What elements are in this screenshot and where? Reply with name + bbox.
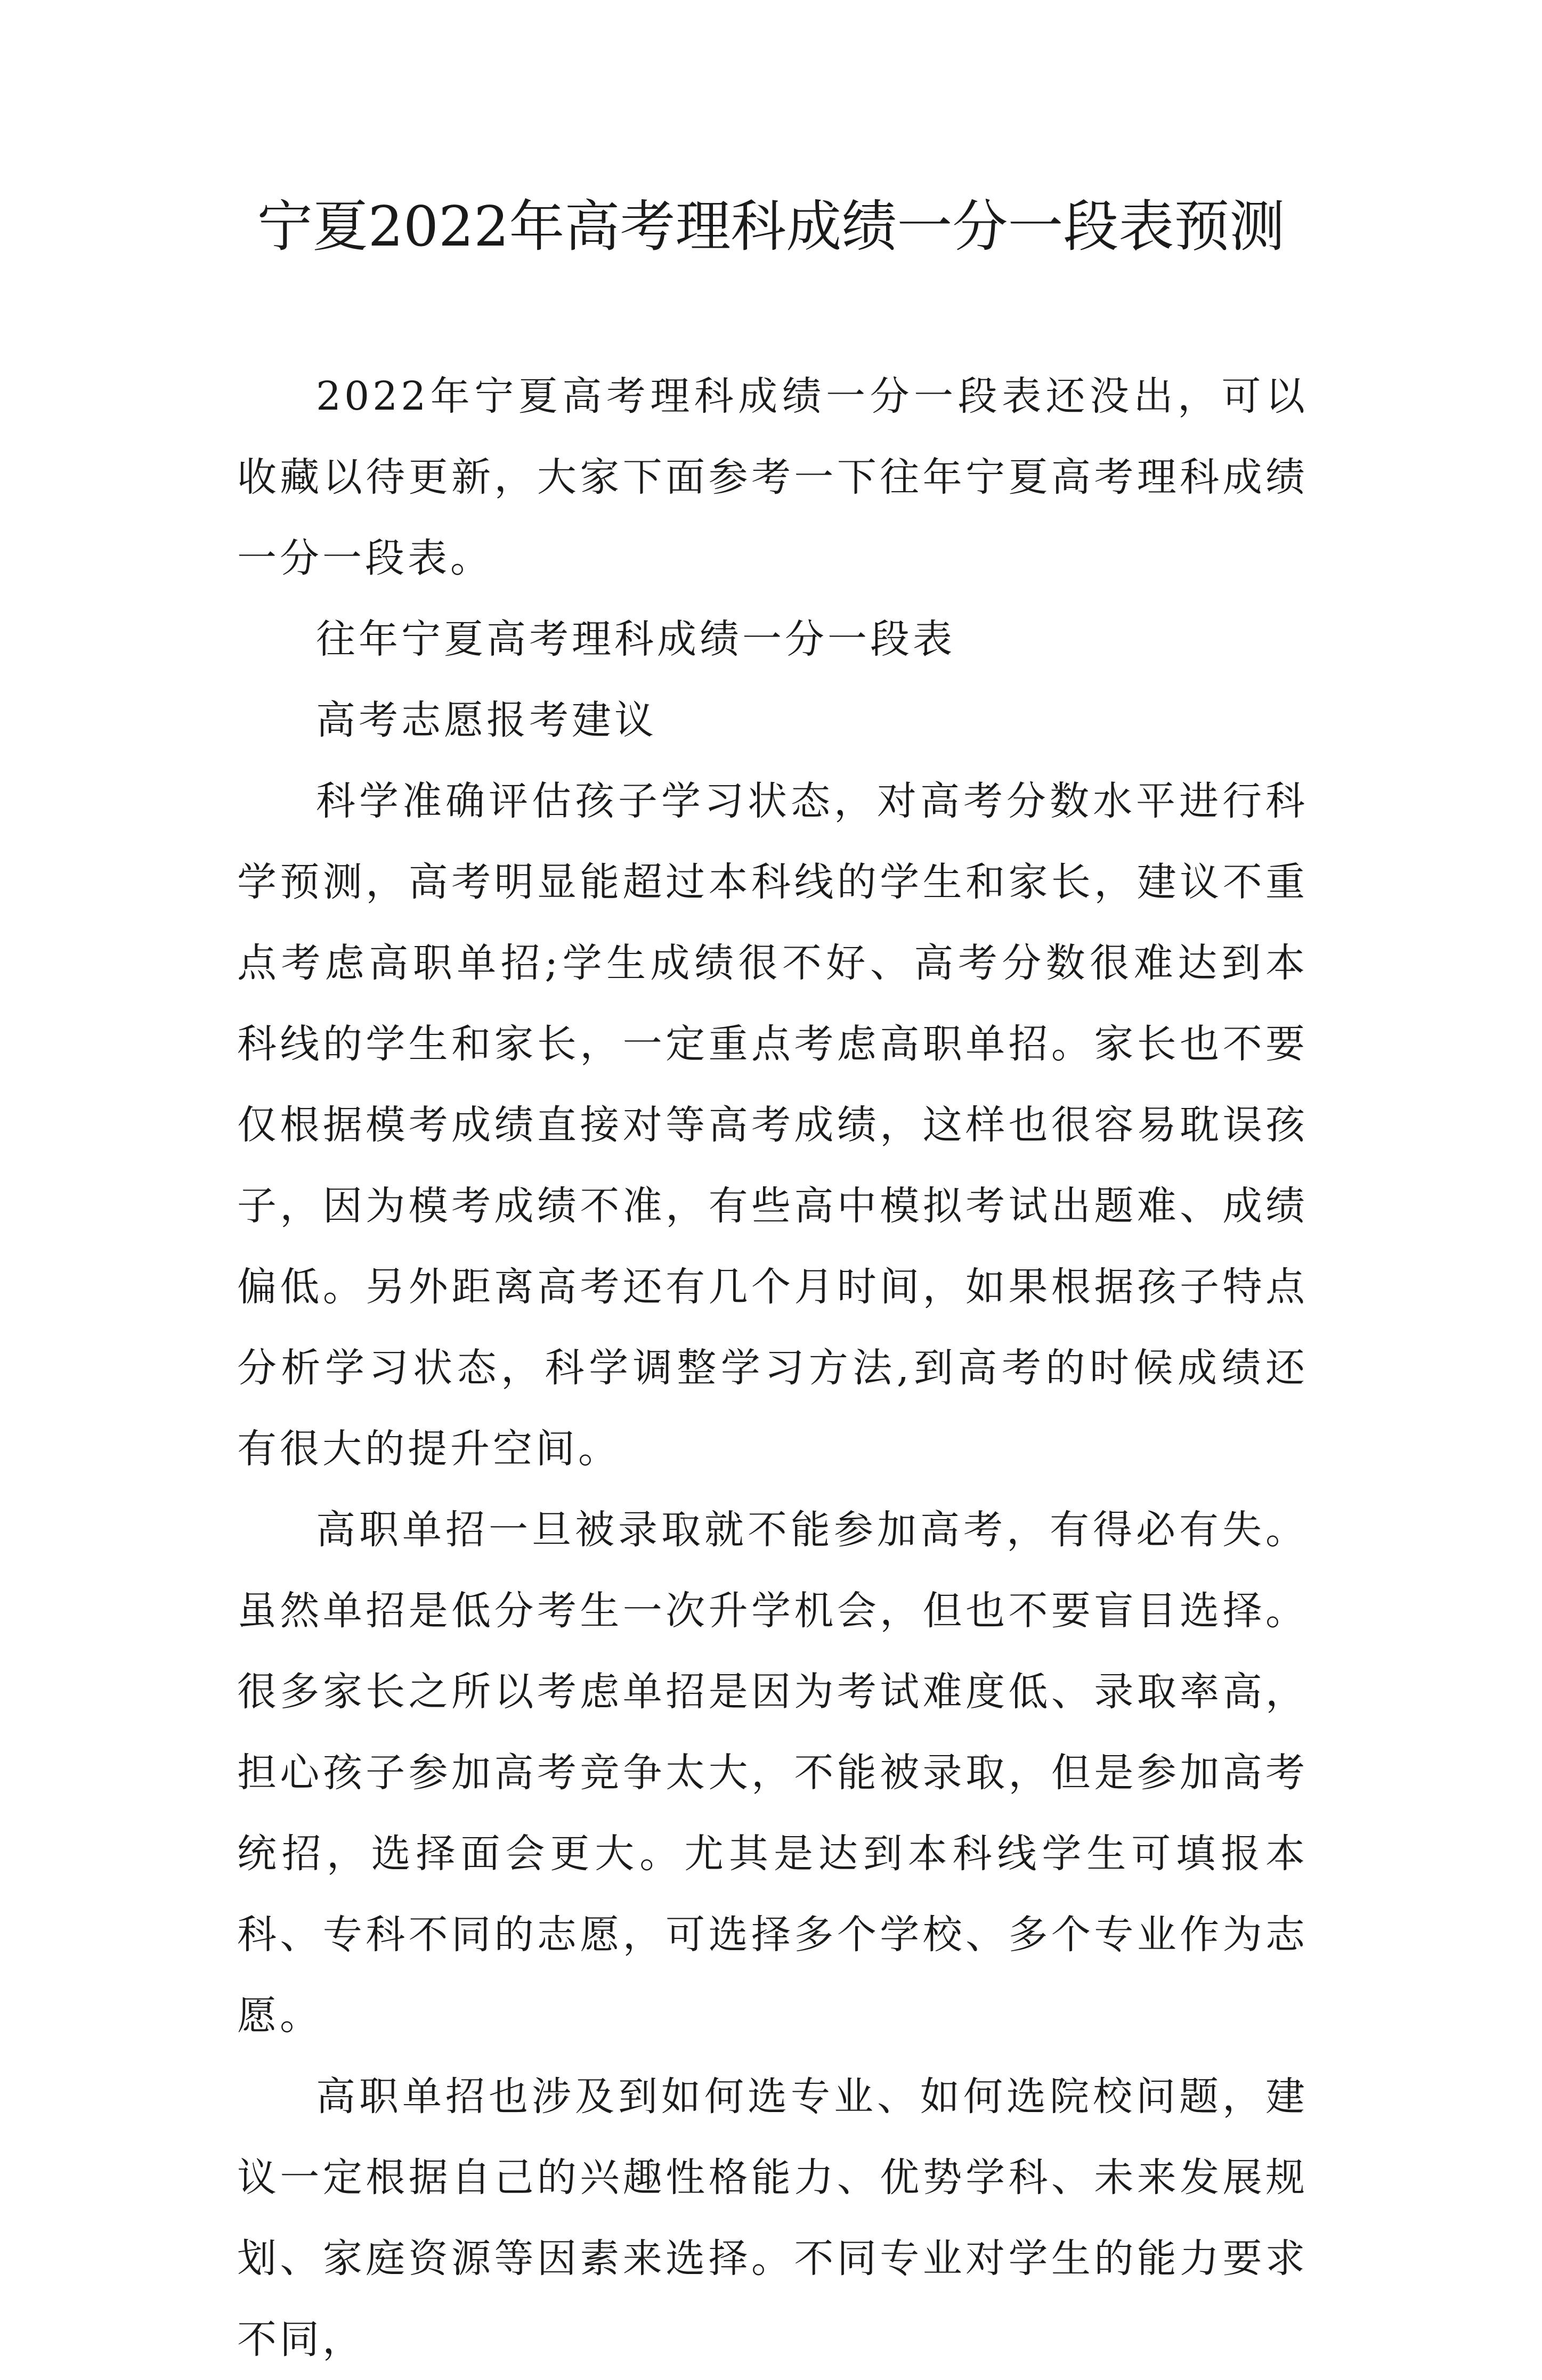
paragraph-intro: 2022年宁夏高考理科成绩一分一段表还没出，可以收藏以待更新，大家下面参考一下往年宁夏高考理科成绩一分一段表。 bbox=[237, 373, 1308, 581]
paragraph-section-heading: 高考志愿报考建议 bbox=[316, 697, 657, 743]
paragraph-major-choice: 高职单招也涉及到如何选专业、如何选院校问题，建议一定根据自己的兴趣性格能力、优势学科、未来发展规划、家庭资源等因素来选择。不同专业对学生的能力要求不同， bbox=[237, 2074, 1308, 2362]
paragraph-assessment: 科学准确评估孩子学习状态，对高考分数水平进行科学预测，高考明显能超过本科线的学生和家长，建议不重点考虑高职单招;学生成绩很不好、高考分数很难达到本科线的学生和家长，一定重点考虑高职单招。家长也不要仅根据模考成绩直接对等高考成绩，这样也很容易耽误孩子，因为模考成绩不准，有些高中模拟考试出题难、成绩偏低。另外距离高考还有几个月时间，如果根据孩子特点分析学习状态，科学调整学习方法,到高考的时候成绩还有很大的提升空间。 bbox=[237, 778, 1308, 1472]
document-title: 宁夏2022年高考理科成绩一分一段表预测 bbox=[257, 194, 1285, 259]
paragraph-admission: 高职单招一旦被录取就不能参加高考，有得必有失。虽然单招是低分考生一次升学机会，但也不要盲目选择。很多家长之所以考虑单招是因为考试难度低、录取率高，担心孩子参加高考竞争太大，不能被录取，但是参加高考统招，选择面会更大。尤其是达到本科线学生可填报本科、专科不同的志愿，可选择多个学校、多个专业作为志愿。 bbox=[237, 1507, 1308, 2039]
document-body bbox=[237, 356, 1308, 2380]
paragraph-table-heading: 往年宁夏高考理科成绩一分一段表 bbox=[316, 616, 955, 662]
